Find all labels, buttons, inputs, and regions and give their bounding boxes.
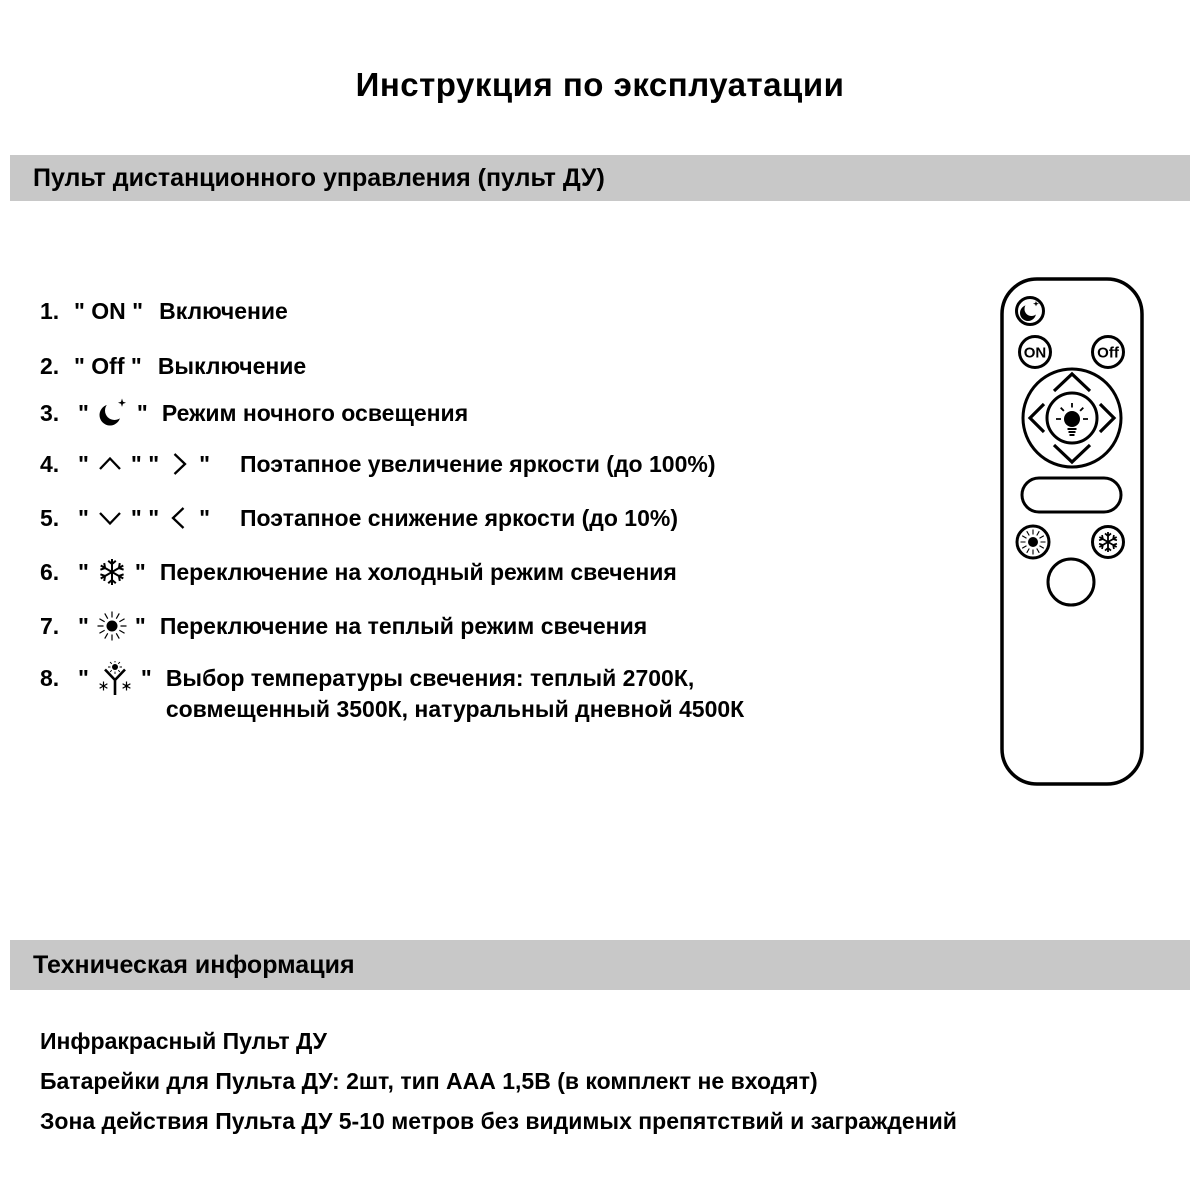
quote-mark: " " (130, 505, 160, 531)
quote-mark: " (140, 665, 152, 691)
quote-mark: " (199, 451, 211, 477)
list-item-cold-mode (40, 556, 677, 588)
chevron-down-icon (96, 505, 124, 531)
list-item-text: Переключение на теплый режим свечения (159, 613, 648, 639)
temperature-select-icon (96, 661, 134, 699)
quote-mark: " (78, 559, 89, 585)
remote-off-button (1093, 337, 1124, 368)
list-item-brightness-up (40, 449, 715, 479)
remote-round-button (1048, 559, 1094, 605)
list-item-number: 2. (40, 353, 60, 379)
list-item-number: 6. (40, 559, 60, 585)
quote-mark: " (78, 613, 89, 639)
list-item-night-mode (40, 396, 468, 430)
list-item-text: Переключение на холодный режим свечения (159, 559, 677, 585)
tech-info-line-3: Зона действия Пульта ДУ 5-10 метров без видимых препятствий и заграждений (40, 1108, 957, 1134)
remote-on-label: ON (1023, 344, 1047, 362)
tech-info-line-2: Батарейки для Пульта ДУ: 2шт, тип ААА 1,5В (в комплект не входят) (40, 1068, 818, 1094)
section-header-tech-label: Техническая информация (33, 950, 355, 979)
quote-mark: " " (130, 451, 160, 477)
quote-mark: " (136, 400, 148, 426)
remote-brightness-pad (1023, 369, 1121, 467)
quote-mark: " (199, 505, 211, 531)
remote-warm-mode-button (1017, 526, 1049, 558)
remote-on-button (1020, 337, 1051, 368)
on-button-label: " ON " (74, 298, 144, 324)
tech-info-line-1: Инфракрасный Пульт ДУ (40, 1028, 327, 1054)
chevron-up-icon (96, 451, 124, 477)
quote-mark: " (78, 665, 89, 691)
list-item-text: Поэтапное снижение яркости (до 10%) (240, 505, 678, 531)
quote-mark: " (134, 559, 146, 585)
list-item-off (40, 351, 306, 381)
off-button-label: " Off " (74, 353, 142, 379)
list-item-warm-mode (40, 610, 647, 642)
list-item-text-line2: совмещенный 3500К, натуральный дневной 4500К (165, 696, 745, 722)
remote-pill-button (1022, 478, 1121, 512)
list-item-text: Поэтапное увеличение яркости (до 100%) (240, 451, 716, 477)
quote-mark: " (134, 613, 146, 639)
list-item-text: Выключение (157, 353, 307, 379)
remote-night-mode-button (1017, 298, 1044, 325)
chevron-left-icon (166, 504, 192, 532)
quote-mark: " (78, 451, 89, 477)
section-header-remote-label: Пульт дистанционного управления (пульт ДУ) (33, 163, 605, 192)
quote-mark: " (78, 400, 89, 426)
quote-mark: " (78, 505, 89, 531)
page-title: Инструкция по эксплуатации (355, 66, 845, 103)
section-header-tech (10, 940, 1190, 990)
list-item-number: 5. (40, 505, 60, 531)
list-item-number: 7. (40, 613, 60, 639)
snowflake-icon (96, 556, 128, 588)
list-item-text-line1: Выбор температуры свечения: теплый 2700К, (165, 665, 695, 691)
list-item-on (40, 296, 288, 326)
list-item-color-temperature (40, 663, 744, 725)
list-item-brightness-down (40, 503, 678, 533)
list-item-number: 1. (40, 298, 60, 324)
list-item-text: Режим ночного освещения (161, 400, 469, 426)
sun-icon (96, 610, 128, 642)
section-header-remote (10, 155, 1190, 201)
chevron-right-icon (166, 450, 192, 478)
remote-control-illustration (998, 275, 1146, 788)
list-item-text (166, 663, 744, 725)
list-item-number: 4. (40, 451, 60, 477)
remote-cold-mode-button (1093, 527, 1124, 558)
list-item-number: 3. (40, 400, 60, 426)
moon-night-icon (96, 396, 130, 430)
list-item-text: Включение (159, 298, 288, 324)
list-item-number: 8. (40, 665, 60, 691)
remote-off-label: Off (1097, 344, 1119, 362)
